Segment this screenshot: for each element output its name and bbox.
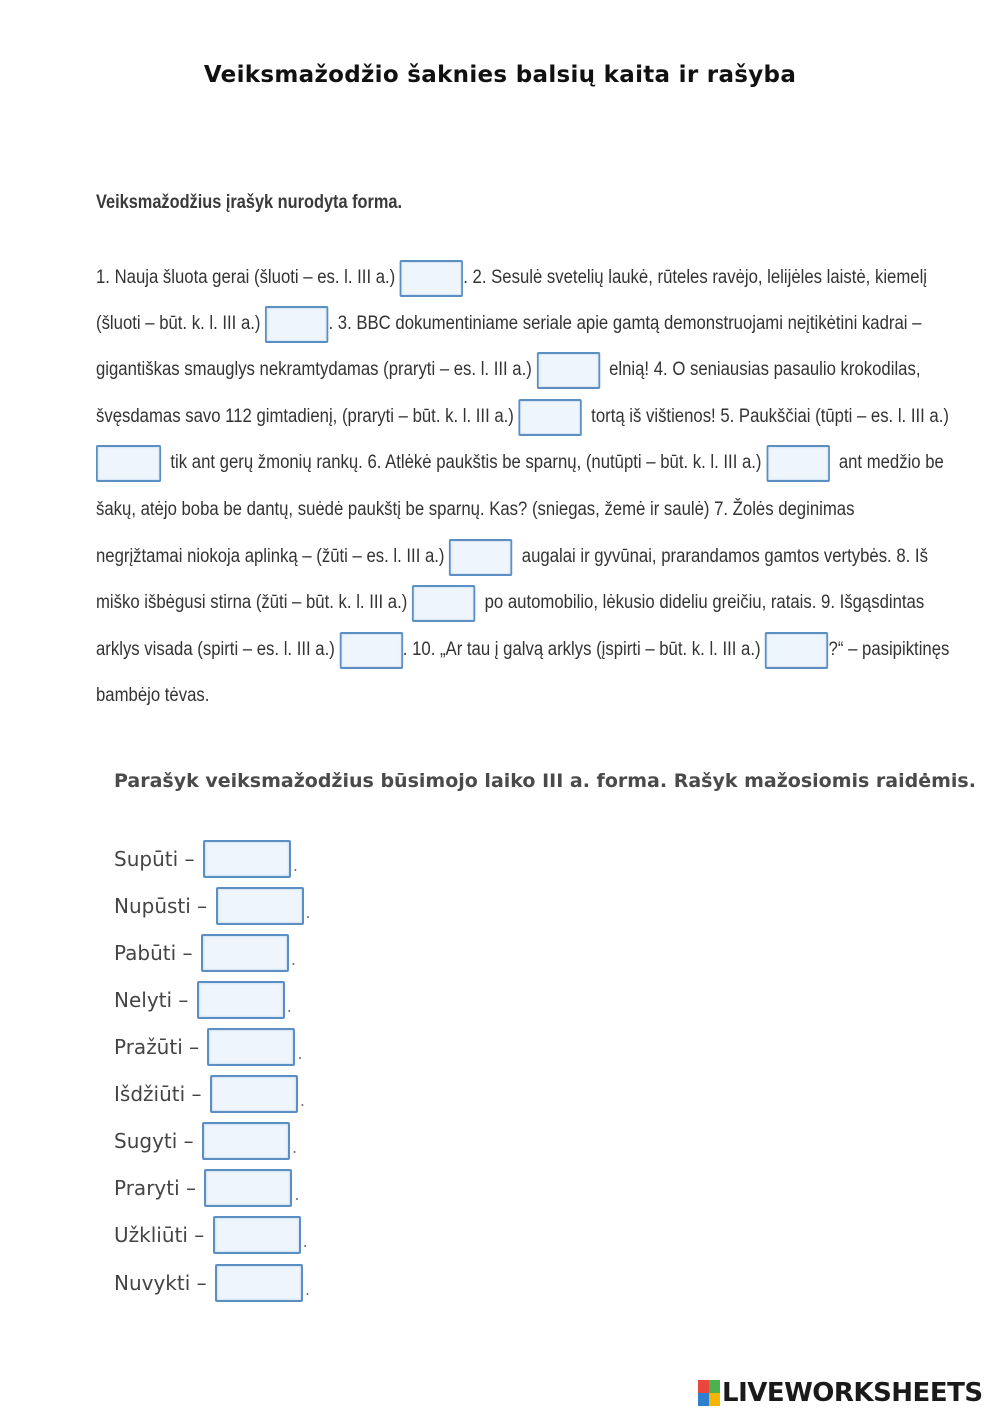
text-fragment: po automobilio, lėkusio dideliu greičiu, ratais. 9. Išgąsdintas: [484, 592, 925, 613]
answer-box-prazuti[interactable]: [207, 1028, 295, 1066]
answer-box-uzkliuti[interactable]: [213, 1216, 301, 1254]
text-fragment: . 10. „Ar tau į galvą arklys (įspirti – būt. k. l. III a.): [402, 639, 761, 660]
exercise1-instruction: Veiksmažodžius įrašyk nurodyta forma.: [96, 192, 403, 213]
period: .: [294, 1185, 300, 1204]
answer-box-5[interactable]: [96, 445, 161, 482]
period: .: [305, 903, 311, 922]
brand-name: LIVEWORKSHEETS: [722, 1378, 983, 1408]
answer-box-2[interactable]: [265, 306, 328, 343]
verb-label: Supūti –: [114, 847, 195, 871]
answer-box-10[interactable]: [765, 632, 828, 669]
answer-box-nuvykti[interactable]: [215, 1264, 303, 1302]
text-fragment: šakų, atėjo boba be dantų, suėdė paukštį be sparnų. Kas? (sniegas, žemė ir saulė) 7. Žolės deginimas: [96, 499, 855, 520]
answer-box-pabuti[interactable]: [201, 934, 289, 972]
verb-row: [114, 886, 311, 926]
verb-label: Sugyti –: [114, 1129, 194, 1153]
period: .: [286, 997, 292, 1016]
verb-row: [114, 1074, 305, 1114]
verb-row: [114, 980, 292, 1020]
verb-row: [114, 1168, 299, 1208]
text-fragment: gigantiškas smauglys nekramtydamas (praryti – es. l. III a.): [96, 359, 532, 380]
text-fragment: (šluoti – būt. k. l. III a.): [96, 313, 261, 334]
text-fragment: augalai ir gyvūnai, prarandamos gamtos vertybės. 8. Iš: [521, 546, 928, 567]
verb-label: Užkliūti –: [114, 1223, 205, 1247]
paragraph-line: [96, 258, 927, 298]
answer-box-praryti[interactable]: [204, 1169, 292, 1207]
answer-box-sugyti[interactable]: [202, 1122, 290, 1160]
paragraph-line: [96, 304, 921, 344]
text-fragment: tik ant gerų žmonių rankų. 6. Atlėkė paukštis be sparnų, (nutūpti – būt. k. l. III a.): [170, 452, 762, 473]
answer-box-isdziuti[interactable]: [210, 1075, 298, 1113]
verb-row: [114, 1121, 297, 1161]
verb-row: [114, 839, 298, 879]
period: .: [299, 1091, 305, 1110]
page-title: Veiksmažodžio šaknies balsių kaita ir rašyba: [203, 62, 797, 88]
verb-label: Išdžiūti –: [114, 1082, 202, 1106]
period: .: [305, 1280, 311, 1299]
paragraph-line: [96, 630, 949, 670]
answer-box-1[interactable]: [400, 260, 463, 297]
paragraph-line: [96, 583, 924, 623]
period: .: [302, 1232, 308, 1251]
verb-label: Nelyti –: [114, 988, 189, 1012]
text-fragment: . 3. BBC dokumentiniame seriale apie gamtą demonstruojami neįtikėtini kadrai –: [328, 313, 922, 334]
verb-label: Pražūti –: [114, 1035, 200, 1059]
period: .: [297, 1044, 303, 1063]
answer-box-7[interactable]: [449, 539, 512, 576]
paragraph-line: [96, 397, 949, 437]
verb-row: [114, 1263, 310, 1303]
answer-box-6[interactable]: [766, 445, 829, 482]
verb-label: Pabūti –: [114, 941, 193, 965]
text-fragment: švęsdamas savo 112 gimtadienį, (praryti – būt. k. l. III a.): [96, 406, 514, 427]
verb-label: Nuvykti –: [114, 1271, 207, 1295]
text-fragment: tortą iš vištienos! 5. Paukščiai (tūpti – es. l. III a.): [591, 406, 949, 427]
answer-box-9[interactable]: [339, 632, 402, 669]
period: .: [292, 1138, 298, 1157]
answer-box-nupusti[interactable]: [216, 887, 304, 925]
liveworksheets-logo-icon: [698, 1380, 720, 1406]
exercise2-instruction: Parašyk veiksmažodžius būsimojo laiko III a. forma. Rašyk mažosiomis raidėmis.: [114, 770, 976, 792]
text-fragment: arklys visada (spirti – es. l. III a.): [96, 639, 335, 660]
text-fragment: elnią! 4. O seniausias pasaulio krokodilas,: [609, 359, 921, 380]
verb-label: Praryti –: [114, 1176, 197, 1200]
paragraph-line: [96, 350, 920, 390]
paragraph-line: [96, 676, 209, 716]
text-fragment: . 2. Sesulė svetelių laukė, rūteles ravėjo, lelijėles laistė, kiemelį: [463, 267, 928, 288]
text-fragment: negrįžtamai niokoja aplinką – (žūti – es. l. III a.): [96, 546, 445, 567]
verb-row: [114, 933, 296, 973]
text-fragment: ant medžio be: [838, 452, 944, 473]
paragraph-line: [96, 443, 944, 483]
answer-box-3[interactable]: [536, 352, 599, 389]
liveworksheets-logo[interactable]: [698, 1378, 983, 1408]
text-fragment: bambėjo tėvas.: [96, 685, 210, 706]
verb-label: Nupūsti –: [114, 894, 208, 918]
period: .: [290, 950, 296, 969]
answer-box-supuoti[interactable]: [203, 840, 291, 878]
answer-box-8[interactable]: [412, 585, 475, 622]
paragraph-line: [96, 490, 854, 530]
period: .: [292, 856, 298, 875]
text-fragment: ?“ – pasipiktinęs: [828, 639, 950, 660]
verb-row: [114, 1027, 303, 1067]
text-fragment: 1. Nauja šluota gerai (šluoti – es. l. III a.): [96, 267, 396, 288]
text-fragment: miško išbėgusi stirna (žūti – būt. k. l. III a.): [96, 592, 408, 613]
answer-box-nelyti[interactable]: [197, 981, 285, 1019]
verb-row: [114, 1215, 308, 1255]
answer-box-4[interactable]: [519, 399, 582, 436]
paragraph-line: [96, 537, 928, 577]
